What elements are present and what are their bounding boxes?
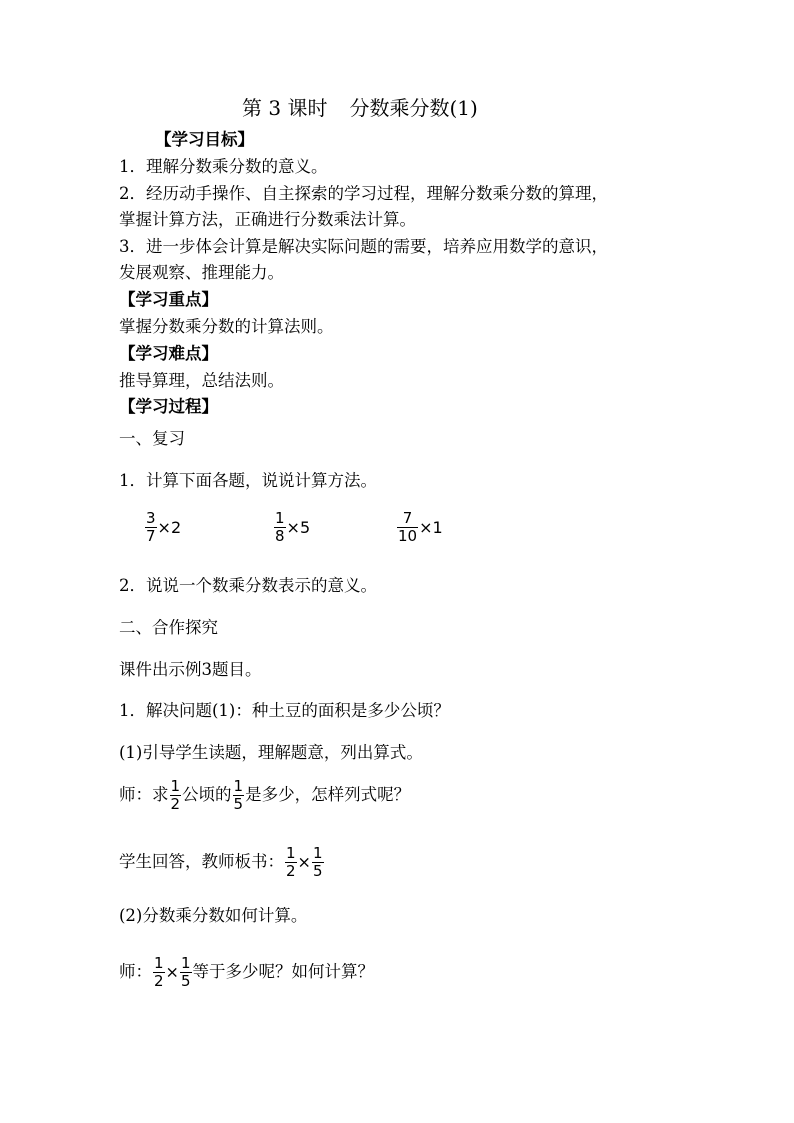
objective-item: 掌握计算方法，正确进行分数乘法计算。 xyxy=(119,210,416,229)
focus-text: 掌握分数乘分数的计算法则。 xyxy=(119,317,334,336)
fraction: $\frac{3}{7}$ xyxy=(146,509,156,545)
fraction: $\frac{1}{2}$ xyxy=(286,844,296,880)
focus-heading: 【学习重点】 xyxy=(119,290,218,309)
fraction: $\frac{1}{8}$ xyxy=(275,509,285,545)
fraction: $\frac{1}{5}$ xyxy=(180,954,191,990)
lesson-number: 第 3 课时 xyxy=(242,96,328,120)
problem-1: 1．解决问题(1)：种土豆的面积是多少公顷？ xyxy=(119,701,450,720)
fraction: $\frac{7}{10}$ xyxy=(398,509,418,545)
student-answer: 学生回答，教师板书： $\frac{1}{2}$ × $\frac{1}{5}$ xyxy=(119,844,323,880)
review-question-1: 1．计算下面各题，说说计算方法。 xyxy=(119,471,377,490)
difficulty-heading: 【学习难点】 xyxy=(119,344,218,363)
review-exercise: $\frac{1}{8}$ ×5 xyxy=(275,509,311,545)
objective-item: 1．理解分数乘分数的意义。 xyxy=(119,157,328,176)
step-2: (2)分数乘分数如何计算。 xyxy=(119,906,308,925)
step-1: (1)引导学生读题，理解题意，列出算式。 xyxy=(119,743,423,762)
review-exercise: $\frac{7}{10}$ ×1 xyxy=(398,509,443,545)
objective-item: 发展观察、推理能力。 xyxy=(119,263,284,282)
teacher-question-1: 师：求 $\frac{1}{2}$ 公顷的 $\frac{1}{5}$ 是多少，怎样列式呢？ xyxy=(119,777,411,813)
lesson-topic: 分数乘分数(1) xyxy=(349,96,478,120)
objective-item: 3．进一步体会计算是解决实际问题的需要，培养应用数学的意识， xyxy=(119,237,608,256)
explore-intro: 课件出示例3题目。 xyxy=(119,660,262,679)
page-title xyxy=(242,95,478,121)
teacher-question-2: 师： $\frac{1}{2}$ × $\frac{1}{5}$ 等于多少呢？如何计算？ xyxy=(119,954,374,990)
objective-item: 2．经历动手操作、自主探索的学习过程，理解分数乘分数的算理， xyxy=(119,184,608,203)
fraction: $\frac{1}{5}$ xyxy=(233,777,244,813)
process-heading: 【学习过程】 xyxy=(119,397,218,416)
explore-heading: 二、合作探究 xyxy=(119,618,218,637)
review-question-2: 2．说说一个数乘分数表示的意义。 xyxy=(119,576,377,595)
review-heading: 一、复习 xyxy=(119,429,185,448)
objectives-heading: 【学习目标】 xyxy=(155,130,254,149)
fraction: $\frac{1}{2}$ xyxy=(170,777,181,813)
fraction: $\frac{1}{2}$ xyxy=(154,954,164,990)
difficulty-text: 推导算理，总结法则。 xyxy=(119,371,284,390)
fraction: $\frac{1}{5}$ xyxy=(312,844,323,880)
review-exercise: $\frac{3}{7}$ ×2 xyxy=(146,509,182,545)
